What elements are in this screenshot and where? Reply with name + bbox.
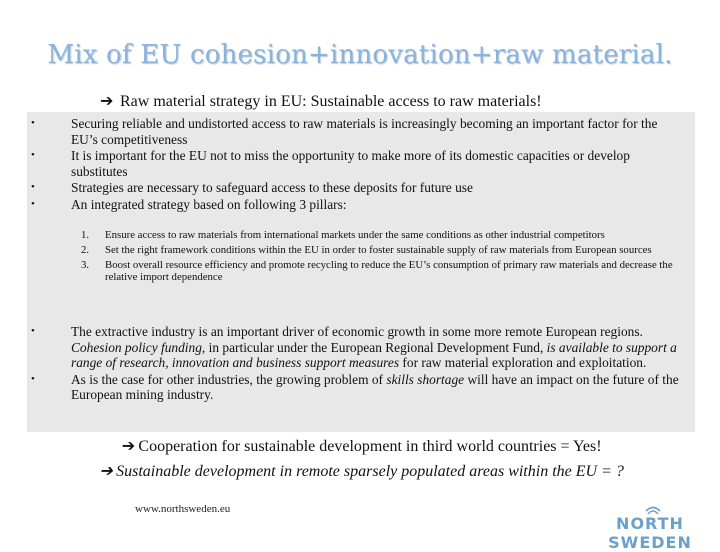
pillar-number: 3. [81,258,90,271]
bullet-dot: • [31,325,35,337]
pillar-number: 2. [81,243,90,256]
bullet-dot: • [31,181,35,193]
bullet-dot: • [31,117,35,129]
bullet-item [27,180,695,196]
subheading-text: Raw material strategy in EU: Sustainable access to raw materials! [120,93,542,110]
pillar-text: Ensure access to raw materials from international markets under the same conditions as other industrial competitors [105,229,605,241]
right-arrow-icon: ➔ [100,93,114,110]
pillar-item [27,229,695,242]
content-box [27,112,695,432]
bullet-item-skills [27,372,695,403]
right-arrow-icon: ➔ [99,463,113,480]
footer-line-2: ➔ Sustainable development in remote sparsely populated areas within the EU = ? [0,461,720,481]
bullet-list-bottom [27,324,695,403]
bullet-item [27,197,695,213]
footer-line-1: ➔ Cooperation for sustainable development in third world countries = Yes! [0,436,720,456]
bullet-item [27,148,695,179]
bullet-text: Strategies are necessary to safeguard access to these deposits for future use [71,180,473,195]
bullet-text: The extractive industry is an important driver of economic growth in some more remote European regions. Cohesion policy funding, in particular under the European Regional Development Fund, is available to support a range of research, innovation and business support measures for raw material exploration and exploitation. [71,324,677,370]
bullet-text: Securing reliable and undistorted access to raw materials is increasingly becoming an important factor for the EU’s competitiveness [71,116,658,147]
bullet-dot: • [31,149,35,161]
pillar-list [27,229,695,284]
bullet-text: An integrated strategy based on following 3 pillars: [71,196,347,212]
bullet-dot: • [31,197,35,210]
right-arrow-icon: ➔ [121,438,136,455]
website-url[interactable]: www.northsweden.eu [135,503,231,515]
subheading [100,91,660,111]
pillar-text: Boost overall resource efficiency and promote recycling to reduce the EU’s consumption of primary raw materials and decrease the relative import dependence [105,258,673,284]
slide-title: Mix of EU cohesion+innovation+raw material. [47,40,673,70]
north-sweden-logo [585,500,715,552]
logo-text: NORTH SWEDEN [608,514,692,552]
bullet-list-top [27,116,695,212]
bullet-item [27,116,695,147]
pillar-text: Set the right framework conditions within the EU in order to foster sustainable supply of raw materials from European sources [105,243,652,256]
bullet-item-extractive [27,324,695,371]
pillar-number: 1. [81,229,90,241]
bullet-dot: • [31,372,35,385]
pillar-item [27,244,695,257]
pillar-item [27,259,695,285]
bullet-text: As is the case for other industries, the growing problem of skills shortage will have an impact on the future of the European mining industry. [71,371,679,402]
bullet-text: It is important for the EU not to miss the opportunity to make more of its domestic capacities or develop substitutes [71,148,630,179]
